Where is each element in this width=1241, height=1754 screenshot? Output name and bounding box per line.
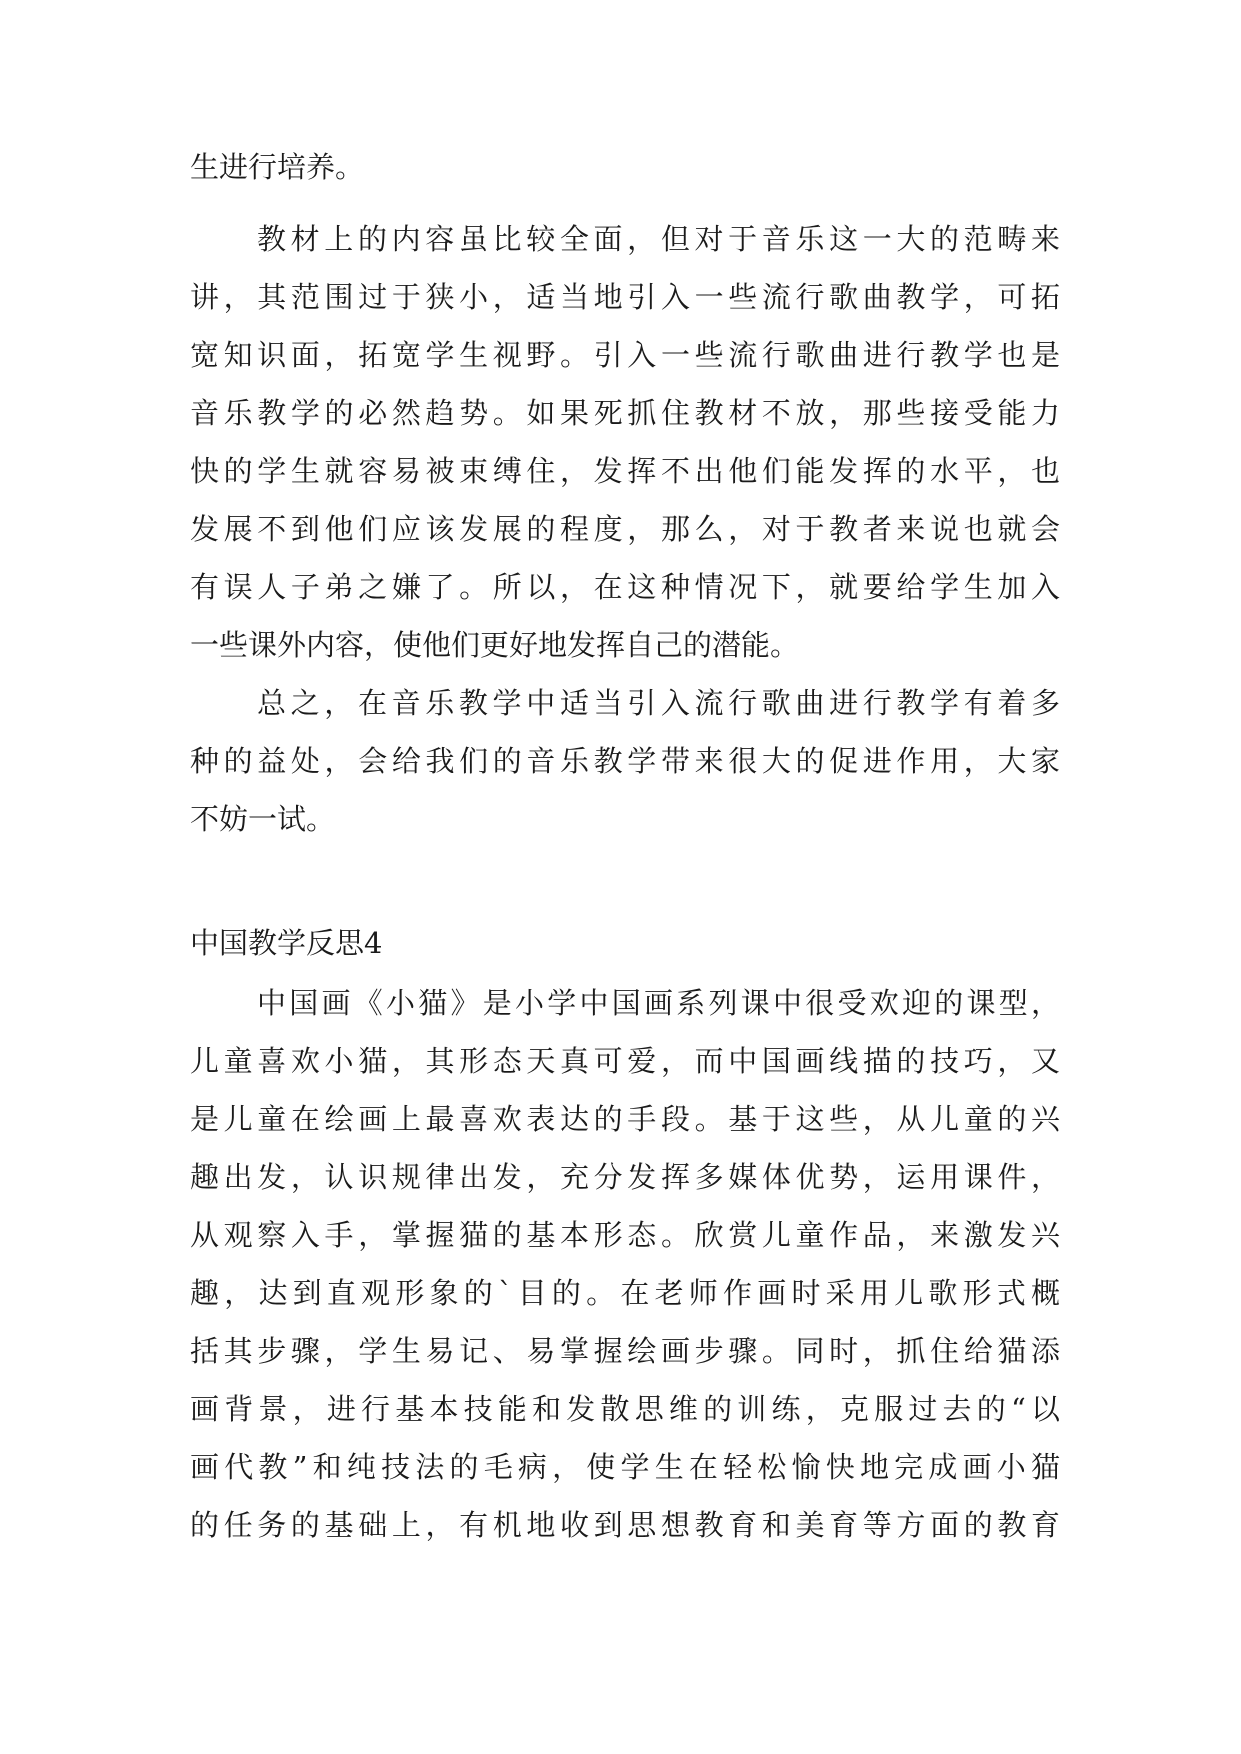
paragraph-line: 一些课外内容，使他们更好地发挥自己的潜能。 xyxy=(190,628,800,662)
paragraph-line: 中国画《小猫》是小学中国画系列课中很受欢迎的课型， xyxy=(257,986,1060,1020)
paragraph-line: 趣，达到直观形象的`目的。在老师作画时采用儿歌形式概 xyxy=(190,1276,1060,1310)
paragraph-line: 儿童喜欢小猫，其形态天真可爱，而中国画线描的技巧，又 xyxy=(190,1044,1060,1078)
paragraph-line: 快的学生就容易被束缚住，发挥不出他们能发挥的水平，也 xyxy=(190,454,1060,488)
paragraph-line: 画代教”和纯技法的毛病，使学生在轻松愉快地完成画小猫 xyxy=(190,1450,1060,1484)
paragraph-line: 发展不到他们应该发展的程度，那么，对于教者来说也就会 xyxy=(190,512,1060,546)
paragraph-line: 有误人子弟之嫌了。所以，在这种情况下，就要给学生加入 xyxy=(190,570,1060,604)
paragraph-line: 教材上的内容虽比较全面，但对于音乐这一大的范畴来 xyxy=(257,222,1060,256)
paragraph-line: 宽知识面，拓宽学生视野。引入一些流行歌曲进行教学也是 xyxy=(190,338,1060,372)
paragraph-line: 不妨一试。 xyxy=(190,802,336,836)
section-heading: 中国教学反思4 xyxy=(190,926,383,960)
paragraph-line: 生进行培养。 xyxy=(190,150,365,184)
paragraph-line: 括其步骤，学生易记、易掌握绘画步骤。同时，抓住给猫添 xyxy=(190,1334,1060,1368)
paragraph-line: 讲，其范围过于狭小，适当地引入一些流行歌曲教学，可拓 xyxy=(190,280,1060,314)
paragraph-line: 总之，在音乐教学中适当引入流行歌曲进行教学有着多 xyxy=(257,686,1060,720)
paragraph-line: 音乐教学的必然趋势。如果死抓住教材不放，那些接受能力 xyxy=(190,396,1060,430)
paragraph-line: 画背景，进行基本技能和发散思维的训练，克服过去的“以 xyxy=(190,1392,1060,1426)
paragraph-line: 从观察入手，掌握猫的基本形态。欣赏儿童作品，来激发兴 xyxy=(190,1218,1060,1252)
paragraph-line: 是儿童在绘画上最喜欢表达的手段。基于这些，从儿童的兴 xyxy=(190,1102,1060,1136)
paragraph-line: 的任务的基础上，有机地收到思想教育和美育等方面的教育 xyxy=(190,1508,1060,1542)
paragraph-line: 种的益处，会给我们的音乐教学带来很大的促进作用，大家 xyxy=(190,744,1060,778)
paragraph-line: 趣出发，认识规律出发，充分发挥多媒体优势，运用课件， xyxy=(190,1160,1060,1194)
